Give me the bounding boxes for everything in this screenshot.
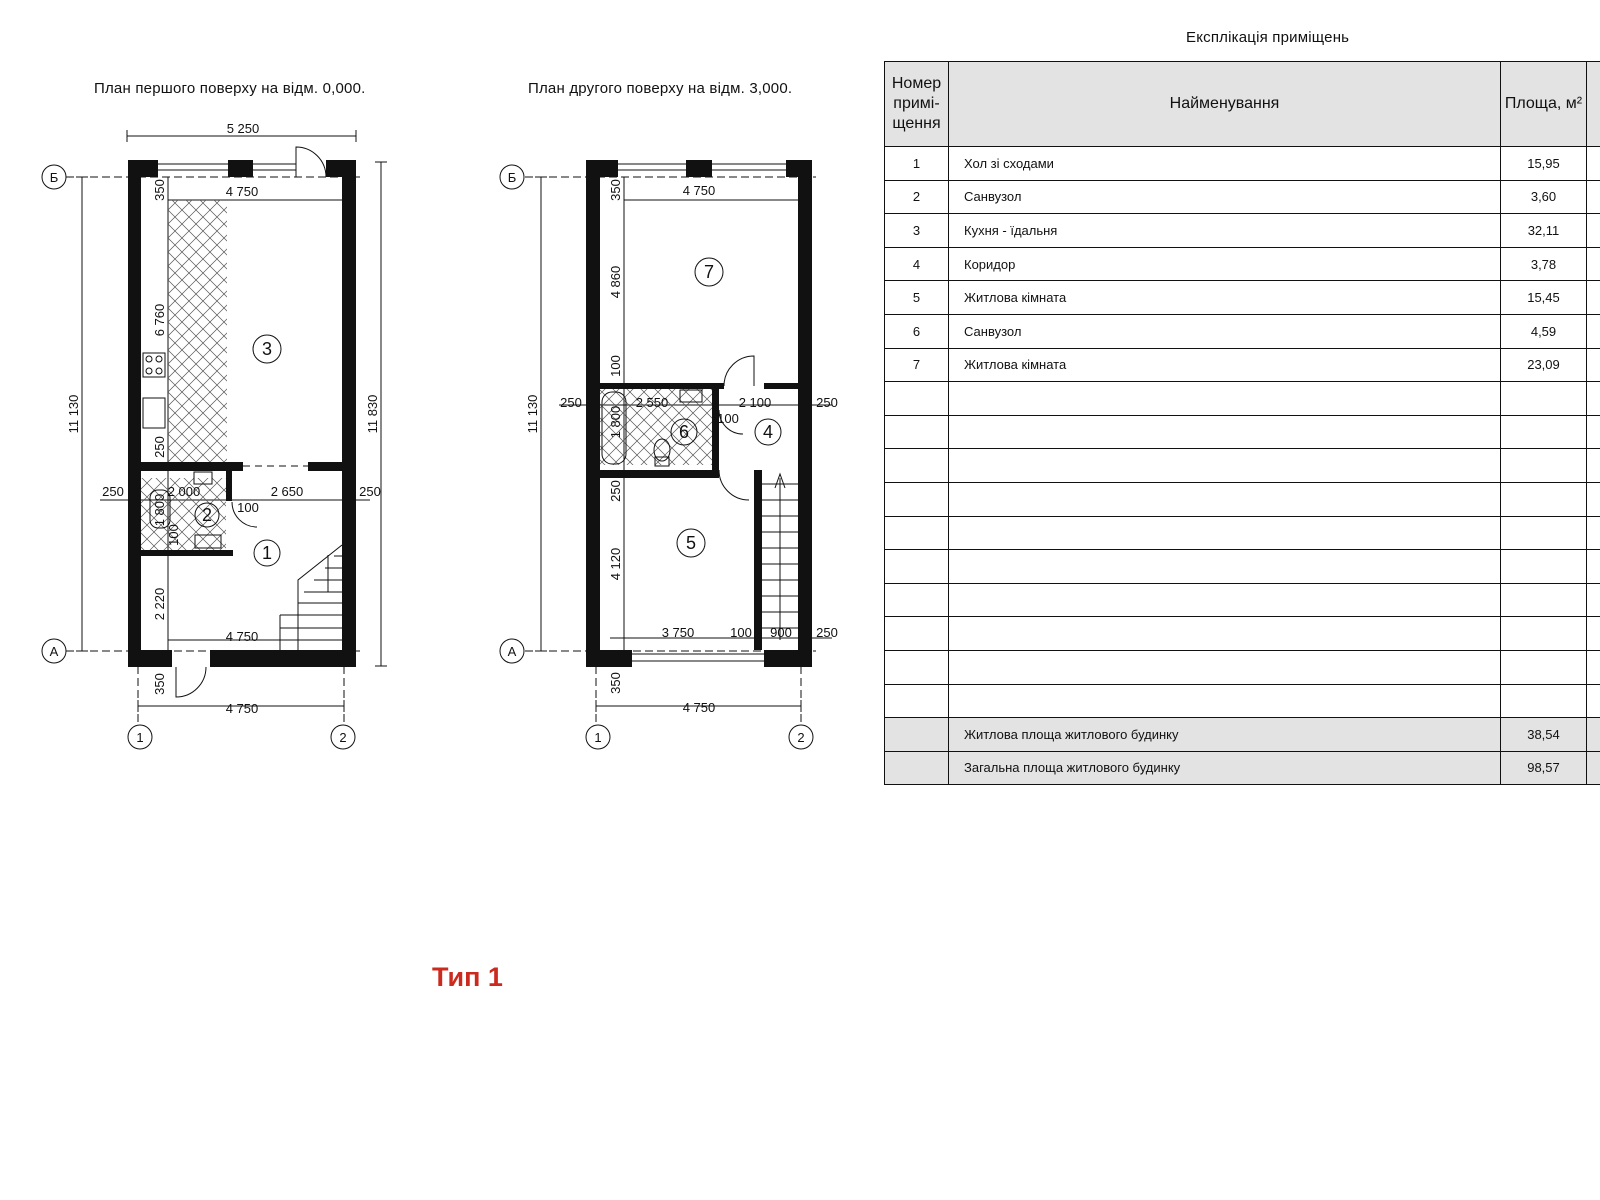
row-name: Санвузол bbox=[949, 180, 1501, 214]
plan1-dim-2000: 2 000 bbox=[167, 484, 201, 499]
table-empty-row bbox=[885, 382, 1600, 416]
plan1-dim-250-right: 250 bbox=[359, 484, 381, 499]
plan2-title: План другого поверху на відм. 3,000. bbox=[528, 80, 793, 97]
table-empty-row bbox=[885, 550, 1600, 584]
table-empty-row bbox=[885, 415, 1600, 449]
table-empty-row bbox=[885, 650, 1600, 684]
row-extra bbox=[1587, 348, 1600, 382]
plan1-room-1: 1 bbox=[261, 543, 273, 563]
plan1-room-2: 2 bbox=[201, 505, 213, 525]
plan2-dim-100a: 100 bbox=[608, 355, 623, 377]
plan2-dim-250-right: 250 bbox=[816, 395, 838, 410]
plan2-dim-100c: 100 bbox=[730, 625, 752, 640]
plan2-dim-250-left: 250 bbox=[560, 395, 582, 410]
type-label: Тип 1 bbox=[432, 962, 503, 992]
row-area: 3,78 bbox=[1501, 247, 1587, 281]
living-area-row bbox=[885, 718, 1600, 752]
living-area-value: 38,54 bbox=[1501, 718, 1587, 752]
row-extra bbox=[1587, 180, 1600, 214]
row-extra bbox=[1587, 281, 1600, 315]
plan1-dim-350b: 350 bbox=[152, 673, 167, 695]
table-row bbox=[885, 147, 1600, 181]
plan1-dim-left-total: 11 130 bbox=[66, 394, 81, 434]
header-name: Найменування bbox=[949, 62, 1501, 147]
table-empty-row bbox=[885, 684, 1600, 718]
plan2-dim-4120: 4 120 bbox=[608, 547, 623, 581]
plan2-axis-1: 1 bbox=[594, 730, 602, 745]
row-extra bbox=[1587, 314, 1600, 348]
plan2-dim-350b: 350 bbox=[608, 672, 623, 694]
plan2-dim-1800: 1 800 bbox=[608, 405, 623, 439]
plan1-dim-2650: 2 650 bbox=[270, 484, 304, 499]
row-number: 6 bbox=[885, 314, 949, 348]
plan2-dim-3750: 3 750 bbox=[661, 625, 695, 640]
plan1-dim-1800: 1 800 bbox=[152, 493, 167, 527]
row-area: 4,59 bbox=[1501, 314, 1587, 348]
plan1-dim-2220: 2 220 bbox=[152, 587, 167, 621]
plan2-dim-left-total: 11 130 bbox=[525, 394, 540, 434]
plan1-dim-bottom-total: 4 750 bbox=[225, 701, 259, 716]
row-extra bbox=[1587, 214, 1600, 248]
row-area: 15,45 bbox=[1501, 281, 1587, 315]
header-extra bbox=[1587, 62, 1600, 147]
row-name: Санвузол bbox=[949, 314, 1501, 348]
plan2-axis-2: 2 bbox=[797, 730, 805, 745]
row-area: 23,09 bbox=[1501, 348, 1587, 382]
row-extra bbox=[1587, 147, 1600, 181]
plan1-dim-250a: 250 bbox=[152, 436, 167, 458]
total-area-row bbox=[885, 751, 1600, 785]
row-number: 2 bbox=[885, 180, 949, 214]
header-area: Площа, м² bbox=[1501, 62, 1587, 147]
table-empty-row bbox=[885, 516, 1600, 550]
row-area: 3,60 bbox=[1501, 180, 1587, 214]
plan1-room-3: 3 bbox=[261, 339, 273, 359]
total-area-label: Загальна площа житлового будинку bbox=[949, 751, 1501, 785]
plan1-dim-6760: 6 760 bbox=[152, 303, 167, 337]
table-row bbox=[885, 281, 1600, 315]
row-number: 5 bbox=[885, 281, 949, 315]
table-row bbox=[885, 180, 1600, 214]
plan1-axis-1: 1 bbox=[136, 730, 144, 745]
total-area-value: 98,57 bbox=[1501, 751, 1587, 785]
table-empty-row bbox=[885, 583, 1600, 617]
row-number: 4 bbox=[885, 247, 949, 281]
plan2-dim-250-right2: 250 bbox=[816, 625, 838, 640]
plan1-dim-100a: 100 bbox=[166, 524, 181, 546]
plan2-dim-350a: 350 bbox=[608, 179, 623, 201]
plan2-room-4: 4 bbox=[762, 422, 774, 442]
table-empty-row bbox=[885, 449, 1600, 483]
plan1-axis-b: Б bbox=[49, 170, 59, 185]
plan2-dim-250a: 250 bbox=[608, 480, 623, 502]
plan2-dim-bottom-total: 4 750 bbox=[682, 700, 716, 715]
plan2-room-5: 5 bbox=[685, 533, 697, 553]
row-number: 3 bbox=[885, 214, 949, 248]
table-row bbox=[885, 314, 1600, 348]
table-header-row bbox=[885, 62, 1600, 147]
plan2-dim-2550: 2 550 bbox=[635, 395, 669, 410]
plan1-dim-top-total: 5 250 bbox=[226, 121, 260, 136]
table-row bbox=[885, 214, 1600, 248]
plan1-dim-inner-bottom: 4 750 bbox=[225, 629, 259, 644]
plan2-dim-900: 900 bbox=[770, 625, 792, 640]
row-area: 32,11 bbox=[1501, 214, 1587, 248]
plan2-dim-inner-top: 4 750 bbox=[682, 183, 716, 198]
plan2-axis-b: Б bbox=[507, 170, 517, 185]
plan2-room-6: 6 bbox=[678, 422, 690, 442]
row-number: 7 bbox=[885, 348, 949, 382]
row-extra bbox=[1587, 247, 1600, 281]
row-name: Хол зі сходами bbox=[949, 147, 1501, 181]
living-area-label: Житлова площа житлового будинку bbox=[949, 718, 1501, 752]
plan1-axis-2: 2 bbox=[339, 730, 347, 745]
row-number: 1 bbox=[885, 147, 949, 181]
plan1-dim-right-total: 11 830 bbox=[365, 394, 380, 434]
table-row bbox=[885, 247, 1600, 281]
plan2-dim-100b: 100 bbox=[717, 411, 739, 426]
plan1-dim-250-left: 250 bbox=[102, 484, 124, 499]
table-row bbox=[885, 348, 1600, 382]
plan2-dim-2100: 2 100 bbox=[738, 395, 772, 410]
plan1-dim-350a: 350 bbox=[152, 179, 167, 201]
row-name: Коридор bbox=[949, 247, 1501, 281]
row-area: 15,95 bbox=[1501, 147, 1587, 181]
plan1-axis-a: А bbox=[49, 644, 59, 659]
plan2-room-7: 7 bbox=[703, 262, 715, 282]
explication-table bbox=[884, 61, 1600, 785]
row-name: Житлова кімната bbox=[949, 281, 1501, 315]
table-title: Експлікація приміщень bbox=[1186, 29, 1350, 46]
table-empty-row bbox=[885, 617, 1600, 651]
plan2-axis-a: А bbox=[507, 644, 517, 659]
plan1-title: План першого поверху на відм. 0,000. bbox=[94, 80, 366, 97]
plan2-dim-4860: 4 860 bbox=[608, 265, 623, 299]
plan1-dim-100b: 100 bbox=[237, 500, 259, 515]
header-number: Номер примі-щення bbox=[885, 62, 949, 147]
table-empty-row bbox=[885, 482, 1600, 516]
plan1-dim-inner-top: 4 750 bbox=[225, 184, 259, 199]
row-name: Кухня - їдальня bbox=[949, 214, 1501, 248]
row-name: Житлова кімната bbox=[949, 348, 1501, 382]
